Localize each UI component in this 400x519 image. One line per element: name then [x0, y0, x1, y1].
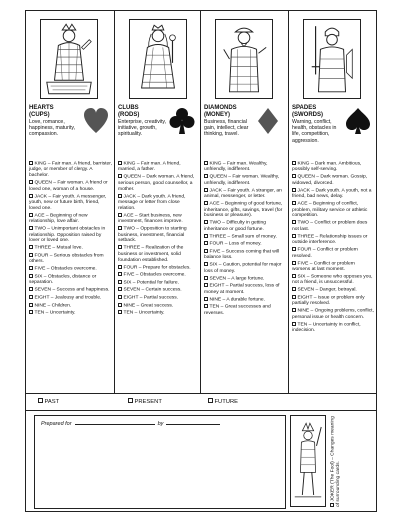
joker-panel	[290, 415, 372, 509]
list-item: TEN – Uncertainty in conflict, indecision.	[292, 322, 361, 334]
list-item: TEN – Uncertainty.	[118, 310, 198, 316]
checkbox[interactable]	[38, 398, 43, 403]
king-card-illustration	[40, 19, 98, 99]
checkbox[interactable]	[204, 220, 208, 224]
king-figure-icon	[216, 20, 272, 98]
timeline-present: PRESENT	[128, 398, 162, 406]
list-item: SEVEN – A large fortune.	[204, 276, 284, 282]
checkbox[interactable]	[29, 194, 33, 198]
checkbox[interactable]	[118, 265, 122, 269]
list-item: FOUR – Conflict or problem resolved.	[292, 247, 358, 259]
checkbox[interactable]	[204, 241, 208, 245]
prepared-line: Prepared for by	[41, 420, 279, 428]
checkbox[interactable]	[118, 310, 122, 314]
checkbox[interactable]	[204, 188, 208, 192]
list-item: JACK – Dark youth. A youth, not a friend, bad news, delay.	[292, 188, 372, 200]
list-item: NINE – Ongoing problems, conflict, personal issue or health concern.	[292, 308, 374, 320]
list-item: SIX – Potential for failure.	[118, 280, 198, 286]
list-item: SEVEN – Success and happiness.	[29, 287, 112, 293]
checkbox[interactable]	[292, 322, 296, 326]
checkbox[interactable]	[204, 161, 208, 165]
checkbox[interactable]	[204, 201, 208, 205]
timeline-future: FUTURE	[208, 398, 238, 406]
suit-heading	[118, 105, 197, 163]
list-item: ACE – Start business, new investment, finances improve.	[118, 213, 183, 225]
list-item: EIGHT – Jealousy and trouble.	[29, 295, 112, 301]
checkbox[interactable]	[204, 276, 208, 280]
checkbox[interactable]	[204, 297, 208, 301]
checkbox[interactable]	[292, 220, 296, 224]
list-item: SIX – Caution, potential for major loss of money.	[204, 262, 282, 274]
checkbox[interactable]	[29, 274, 33, 278]
checkbox[interactable]	[292, 274, 296, 278]
knight-figure-icon	[304, 20, 360, 98]
list-item: TWO – Opposition to starting business, investment, financial setback.	[118, 226, 187, 244]
list-item: TEN – Great successes and reverses.	[204, 304, 271, 316]
timeline-past: PAST	[38, 398, 59, 406]
checkbox[interactable]	[29, 213, 33, 217]
club-icon	[169, 107, 195, 135]
checkbox[interactable]	[204, 234, 208, 238]
checkbox[interactable]	[118, 194, 122, 198]
list-item: EIGHT – Issue or problem only partially resolved.	[292, 295, 365, 307]
list-item: THREE – Mutual love.	[29, 245, 112, 251]
checkbox[interactable]	[204, 283, 208, 287]
fool-figure-icon	[291, 416, 325, 506]
checkbox[interactable]	[292, 188, 296, 192]
joker-meaning: JOKER (The Fool) – Changes meaning of surrounding cards.	[330, 416, 342, 507]
suit-name: HEARTS (CUPS)	[29, 105, 54, 118]
checkbox[interactable]	[118, 245, 122, 249]
list-item: FOUR – Prepare for obstacles.	[118, 265, 198, 271]
diamond-icon	[255, 107, 281, 135]
list-item: FOUR – Loss of money.	[204, 241, 284, 247]
suit-description: Love, romance, happiness, maturity, compassion.	[29, 119, 76, 138]
checkbox[interactable]	[292, 261, 296, 265]
list-item: FIVE – Obstacles overcome.	[118, 272, 198, 278]
list-item: FOUR – Serious obstacles from others.	[29, 253, 104, 265]
checkbox[interactable]	[292, 201, 296, 205]
list-item: QUEEN – Dark woman. A friend, serious person, good counsellor, a mother.	[118, 175, 195, 192]
checkbox[interactable]	[118, 213, 122, 217]
king-figure-icon	[41, 20, 97, 98]
suit-description: Warning, conflict, health, obstacles in life, competition, aggression.	[292, 119, 337, 144]
list-item: SEVEN – Certain success.	[118, 287, 198, 293]
list-item: NINE – Great success.	[118, 303, 198, 309]
list-item: SIX – Someone who opposes you, not a friend, is unsuccessful.	[292, 274, 373, 286]
queen-figure-icon	[130, 20, 186, 98]
suit-name: SPADES (SWORDS)	[292, 105, 323, 118]
checkbox[interactable]	[292, 287, 296, 291]
checkbox[interactable]	[330, 503, 334, 507]
list-item: SIX – Obstacles, distance or separation.	[29, 274, 97, 286]
checkbox[interactable]	[29, 287, 33, 291]
suit-columns	[26, 11, 376, 393]
card-meaning-list	[204, 161, 284, 318]
suit-heading	[29, 105, 111, 163]
column-hearts	[26, 11, 114, 393]
checkbox[interactable]	[29, 303, 33, 307]
list-item: FIVE – Success coming that will balance loss.	[204, 249, 280, 261]
checkbox[interactable]	[29, 245, 33, 249]
list-item: JACK – Fair youth. A messenger, youth, new or future birth, friend, loved one.	[29, 194, 107, 211]
checkbox[interactable]	[204, 304, 208, 308]
list-item: KING – Dark man. Ambitious, possibly self-serving.	[292, 161, 362, 173]
list-item: NINE – A durable fortune.	[204, 297, 284, 303]
checkbox[interactable]	[29, 266, 33, 270]
king-card-illustration	[215, 19, 273, 99]
checkbox[interactable]	[204, 174, 208, 178]
list-item: EIGHT – Partial success.	[118, 295, 198, 301]
list-item: TWO – Conflict or problem does not last.	[292, 220, 368, 232]
column-spades	[288, 11, 376, 393]
suit-name: CLUBS (RODS)	[118, 105, 140, 118]
notes-box[interactable]	[34, 415, 286, 509]
card-meaning-list	[118, 161, 198, 318]
list-item: TWO – Unimportant obstacles in relationship. Opposition raised by lover or loved one.	[29, 226, 106, 244]
timeline-row	[26, 393, 376, 411]
checkbox[interactable]	[204, 262, 208, 266]
bottom-section	[26, 411, 376, 511]
checkbox[interactable]	[118, 161, 122, 165]
list-item: SEVEN – Danger, betrayal.	[292, 287, 374, 293]
suit-heading	[292, 105, 373, 163]
checkbox[interactable]	[292, 308, 296, 312]
list-item: TEN – Uncertainty.	[29, 310, 112, 316]
knight-card-illustration	[303, 19, 361, 99]
list-item: EIGHT – Partial success, loss of money at moment.	[204, 283, 280, 295]
list-item: QUEEN – Fair woman. Wealthy, unfriendly, indifferent.	[204, 175, 280, 186]
checkbox[interactable]	[204, 249, 208, 253]
checkbox[interactable]	[118, 287, 122, 291]
checkbox[interactable]	[29, 226, 33, 230]
suit-description: Business, financial gain, intellect, clear thinking, travel.	[204, 119, 249, 138]
list-item: NINE – Children.	[29, 303, 112, 309]
list-item: JACK – Dark youth. A friend, message or letter from close relation.	[118, 194, 186, 211]
spade-icon	[345, 107, 371, 135]
checkbox[interactable]	[29, 253, 33, 257]
checkbox[interactable]	[118, 295, 122, 299]
list-item: QUEEN – Fair woman. A friend or loved one, woman of a house.	[29, 180, 108, 192]
list-item: ACE – Beginning of good fortune, inheritance, gifts, savings, travel (for business or pleasure).	[204, 201, 283, 219]
list-item: QUEEN – Dark woman. Gossip, widowed, divorced.	[292, 175, 368, 186]
card-meaning-list	[292, 161, 374, 335]
checkbox[interactable]	[208, 398, 213, 403]
list-item: TWO – Difficulty in getting inheritance or good fortune.	[204, 220, 266, 232]
prepared-by-field[interactable]	[166, 420, 220, 425]
list-item: ACE – Beginning of new relationship, love affair.	[29, 213, 88, 225]
list-item: THREE – Small sum of money.	[204, 234, 284, 240]
joker-card-illustration	[290, 415, 326, 507]
card-meaning-list	[29, 161, 112, 318]
suit-heading	[204, 105, 283, 163]
queen-card-illustration	[129, 19, 187, 99]
checkbox[interactable]	[128, 398, 133, 403]
checkbox[interactable]	[292, 295, 296, 299]
checkbox[interactable]	[292, 161, 296, 165]
column-diamonds	[200, 11, 286, 393]
list-item: JACK – Fair youth. A stranger, an animal, messenger, or letter.	[204, 188, 282, 200]
list-item: KING – Fair man. A friend, barrister, judge, or member of clergy. A bachelor.	[29, 161, 112, 179]
list-item: KING – Fair man. Wealthy, unfriendly, indifferent.	[204, 161, 268, 173]
list-item: FIVE – Conflict or problem worsens at last moment.	[292, 261, 355, 272]
checkbox[interactable]	[118, 272, 122, 276]
checkbox[interactable]	[29, 310, 33, 314]
list-item: FIVE – Obstacles overcome.	[29, 266, 112, 272]
prepared-for-field[interactable]	[75, 420, 155, 425]
checkbox[interactable]	[292, 174, 296, 178]
list-item: ACE – Beginning of conflict, problem, military service or athletic competition.	[292, 201, 368, 219]
checkbox[interactable]	[29, 180, 33, 184]
checkbox[interactable]	[118, 174, 122, 178]
reading-sheet	[25, 10, 377, 512]
checkbox[interactable]	[292, 234, 296, 238]
list-item: THREE – Relationship issues or outside interference.	[292, 234, 368, 246]
checkbox[interactable]	[118, 303, 122, 307]
checkbox[interactable]	[118, 280, 122, 284]
column-clubs	[114, 11, 200, 393]
list-item: THREE – Realization of the business or investment, solid foundation established.	[118, 245, 184, 263]
checkbox[interactable]	[29, 161, 33, 165]
suit-name: DIAMONDS (MONEY)	[204, 105, 237, 118]
suit-description: Enterprise, creativity, initiative, growth, spirituality.	[118, 119, 167, 138]
checkbox[interactable]	[29, 295, 33, 299]
heart-icon	[83, 107, 109, 135]
checkbox[interactable]	[292, 247, 296, 251]
list-item: KING – Fair man. A friend, married, a father.	[118, 161, 181, 173]
checkbox[interactable]	[118, 226, 122, 230]
